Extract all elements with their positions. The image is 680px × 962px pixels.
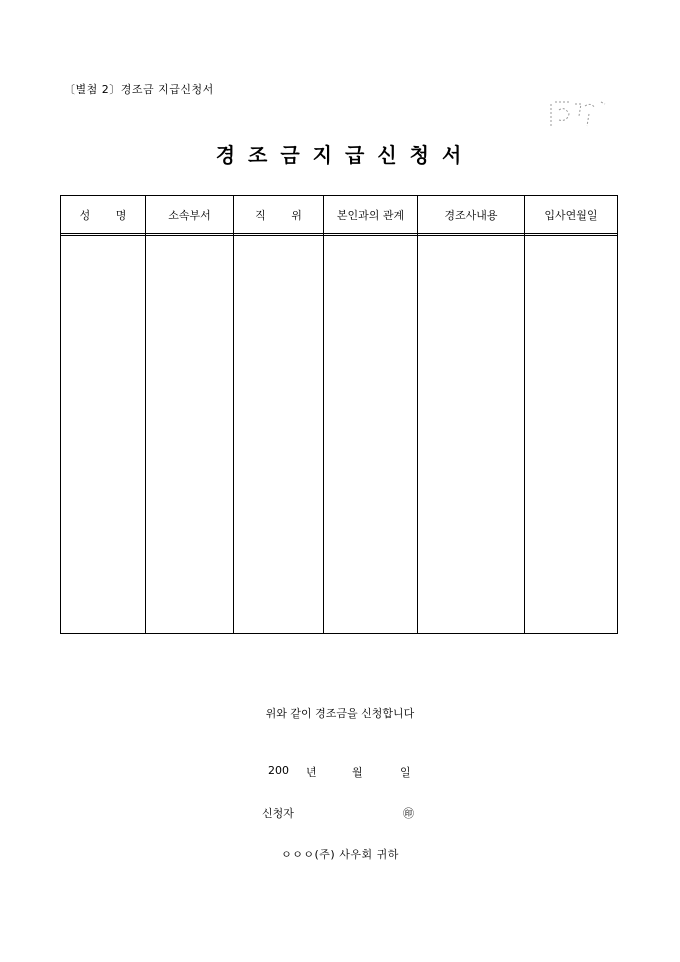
month-label: 월 xyxy=(352,766,363,779)
addressee: ㅇㅇㅇ(주) 사우회 귀하 xyxy=(281,848,399,861)
attachment-label: 〔별첨 2〕경조금 지급신청서 xyxy=(64,83,214,96)
column-hire-date xyxy=(525,196,617,633)
year-prefix: 200 xyxy=(268,764,289,777)
seal-mark: ㊞ xyxy=(403,807,414,820)
year-label: 년 xyxy=(306,766,317,779)
column-header: 직 위 xyxy=(234,196,323,236)
column-header: 본인과의 관계 xyxy=(324,196,417,236)
column-header: 소속부서 xyxy=(146,196,233,236)
application-table xyxy=(60,195,618,634)
day-label: 일 xyxy=(400,766,411,779)
column-relationship xyxy=(324,196,418,633)
column-position xyxy=(234,196,324,633)
document-title: 경조금지급신청서 xyxy=(215,143,475,167)
column-event-details xyxy=(418,196,525,633)
column-header: 경조사내용 xyxy=(418,196,524,236)
column-header: 성 명 xyxy=(61,196,145,236)
column-name xyxy=(61,196,146,633)
faint-stamp-mark xyxy=(545,96,611,132)
applicant-label: 신청자 xyxy=(262,807,294,820)
column-header: 입사연월일 xyxy=(525,196,617,236)
application-statement: 위와 같이 경조금을 신청합니다 xyxy=(265,707,415,720)
column-department xyxy=(146,196,234,633)
